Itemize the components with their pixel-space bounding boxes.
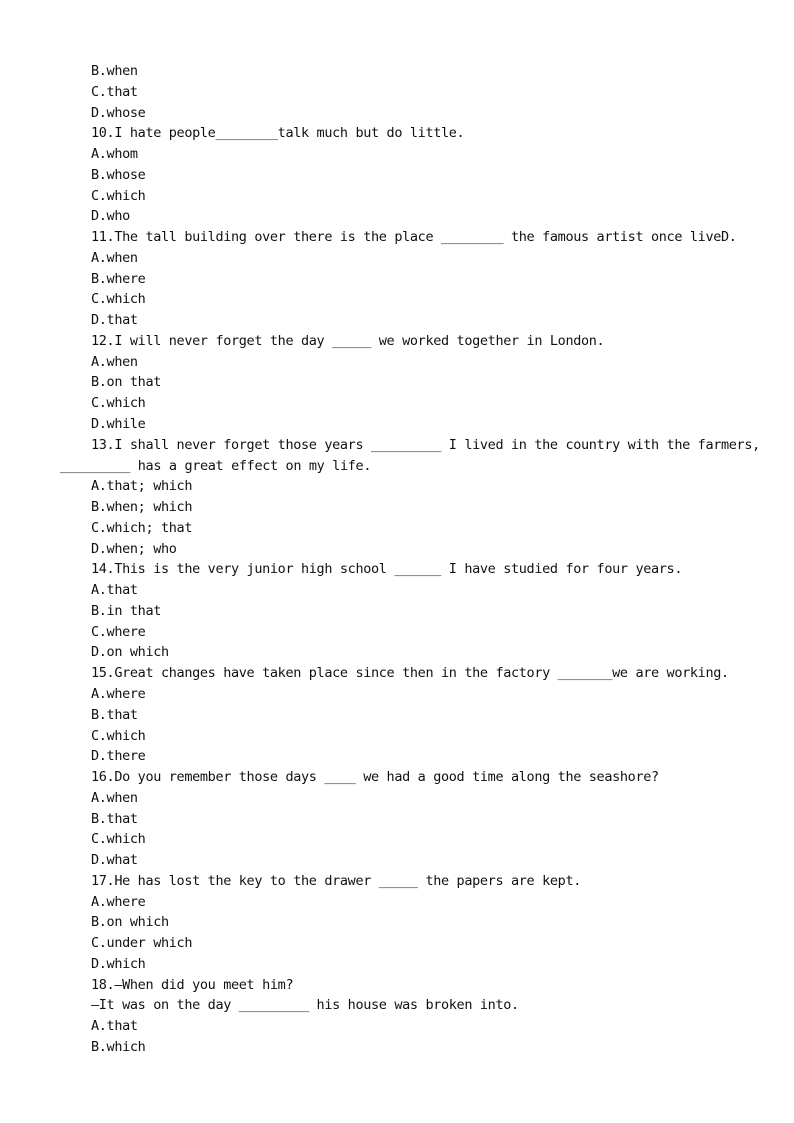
option-line: B.when bbox=[91, 63, 138, 79]
option-line: C.which bbox=[91, 291, 146, 308]
question-line: 17.He has lost the key to the drawer _____ the papers are kept. bbox=[91, 872, 581, 889]
question-line: —It was on the day _________ his house was broken into. bbox=[91, 997, 519, 1014]
option-line: D.when; who bbox=[91, 540, 177, 557]
option-line: C.which bbox=[91, 831, 146, 848]
question-line: 12.I will never forget the day _____ we worked together in London. bbox=[91, 332, 605, 349]
option-line: B.that bbox=[91, 810, 138, 827]
question-line: 11.The tall building over there is the place ________ the famous artist once liveD. bbox=[91, 229, 737, 246]
option-line: C.which; that bbox=[91, 519, 193, 536]
option-line: A.whom bbox=[91, 146, 138, 163]
option-line: B.in that bbox=[91, 602, 161, 619]
option-line: A.that bbox=[91, 582, 138, 599]
question-line: 10.I hate people________talk much but do little. bbox=[91, 125, 465, 142]
option-line: D.who bbox=[91, 208, 130, 225]
question-list bbox=[0, 61, 794, 1058]
question-line: 15.Great changes have taken place since then in the factory _______we are working. bbox=[91, 665, 729, 682]
option-line: A.that bbox=[91, 1018, 138, 1035]
option-line: A.that; which bbox=[91, 478, 193, 495]
option-line: A.when bbox=[91, 249, 138, 266]
option-line: D.that bbox=[91, 312, 138, 329]
option-line: B.on which bbox=[91, 914, 169, 931]
option-line: B.which bbox=[91, 1038, 146, 1055]
option-line: A.where bbox=[91, 685, 146, 702]
option-line: A.when bbox=[91, 353, 138, 370]
option-line: C.which bbox=[91, 187, 146, 204]
option-line: D.there bbox=[91, 748, 146, 765]
question-line: 16.Do you remember those days ____ we had a good time along the seashore? bbox=[91, 769, 659, 786]
option-line: C.where bbox=[91, 623, 146, 640]
option-line: C.that bbox=[91, 83, 138, 100]
option-line: D.which bbox=[91, 955, 146, 972]
option-line: B.that bbox=[91, 706, 138, 723]
question-continuation-line: _________ has a great effect on my life. bbox=[60, 457, 372, 474]
option-line: C.which bbox=[91, 395, 146, 412]
option-line: D.what bbox=[91, 852, 138, 869]
option-line: C.under which bbox=[91, 935, 193, 952]
option-line: D.while bbox=[91, 416, 146, 433]
question-line: 13.I shall never forget those years _________ I lived in the country with the farmers, bbox=[91, 436, 760, 453]
option-line: D.on which bbox=[91, 644, 169, 661]
option-line: B.where bbox=[91, 270, 146, 287]
question-line: 18.—When did you meet him? bbox=[91, 976, 294, 993]
option-line: D.whose bbox=[91, 104, 146, 121]
option-line: B.when; which bbox=[91, 499, 193, 516]
option-line: C.which bbox=[91, 727, 146, 744]
option-line: A.where bbox=[91, 893, 146, 910]
question-line: 14.This is the very junior high school ______ I have studied for four years. bbox=[91, 561, 683, 578]
option-line: A.when bbox=[91, 789, 138, 806]
option-line: B.whose bbox=[91, 166, 146, 183]
option-line: B.on that bbox=[91, 374, 161, 391]
